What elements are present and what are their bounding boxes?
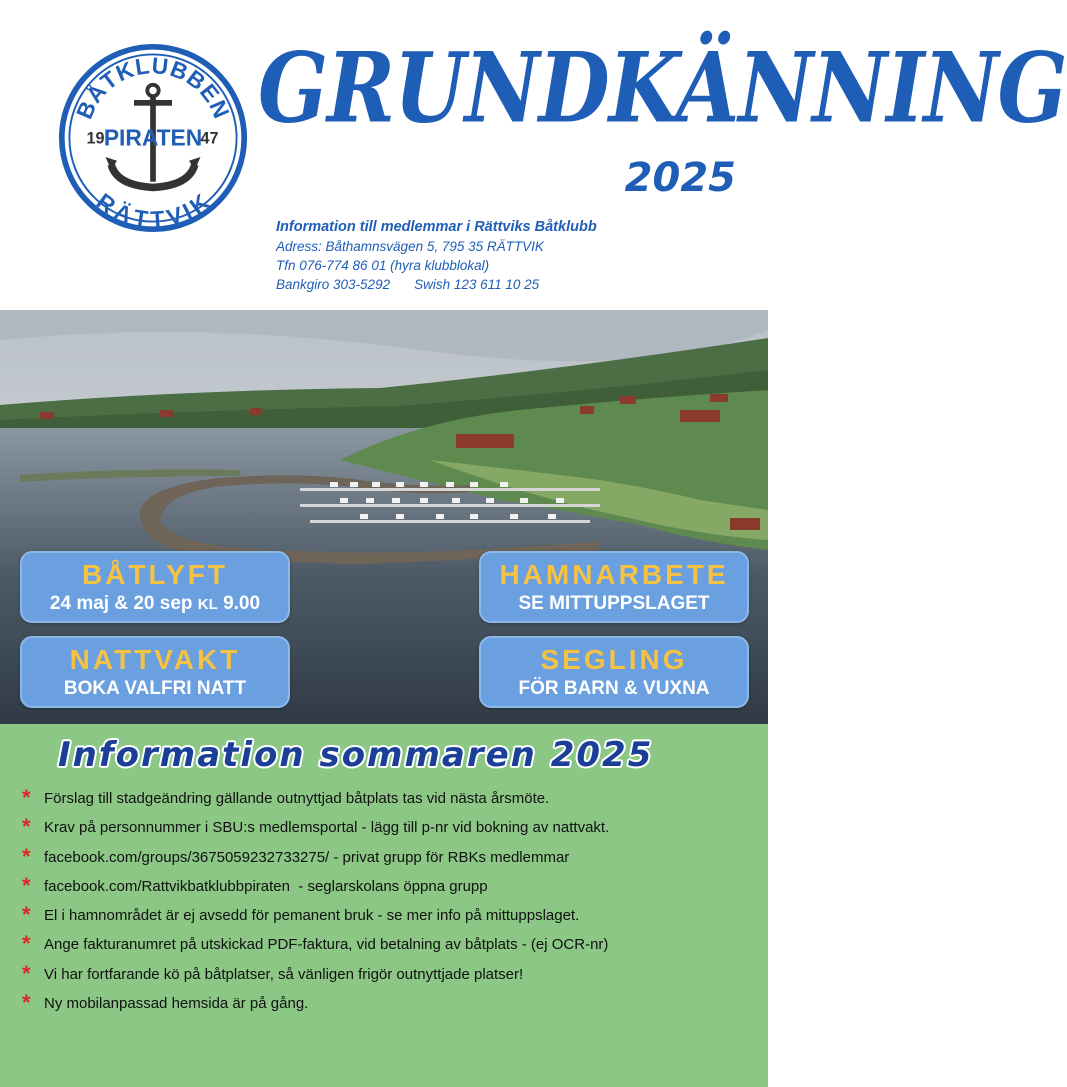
- hamnarbete-title: HAMNARBETE: [499, 559, 729, 590]
- list-item: * El i hamnområdet är ej avsedd för pemanent bruk - se mer info på mittuppslaget.: [22, 902, 580, 928]
- club-info: [276, 218, 597, 294]
- logo-bottom-text: RÄTTVIK: [91, 187, 215, 233]
- hamnarbete-subtitle: SE MITTUPPSLAGET: [518, 593, 710, 614]
- info-section: [0, 724, 768, 1087]
- segling-badge: [479, 636, 749, 708]
- logo-top-text: BÅTKLUBBEN: [70, 51, 236, 123]
- list-item: * Krav på personnummer i SBU:s medlemsportal - lägg till p-nr vid bokning av nattvakt.: [22, 814, 610, 840]
- info-payment: [276, 275, 597, 294]
- logo-center-text: PIRATEN: [103, 124, 203, 151]
- page-title: GRUNDKÄNNING: [258, 31, 1067, 146]
- info-swish: Swish 123 611 10 25: [414, 277, 540, 292]
- asterisk-icon: *: [22, 843, 31, 869]
- list-item: * Ange fakturanumret på utskickad PDF-faktura, vid betalning av båtplats - (ej OCR-nr): [22, 931, 609, 957]
- info-bankgiro: Bankgiro 303-5292: [276, 277, 391, 292]
- logo-year-right: 47: [200, 129, 219, 148]
- header: [0, 0, 1067, 310]
- batlyft-badge: [20, 551, 290, 623]
- asterisk-icon: *: [22, 872, 31, 898]
- batlyft-dates: 24 maj & 20 sep KL 9.00: [49, 593, 261, 614]
- list-item: [22, 872, 609, 907]
- asterisk-icon: *: [22, 960, 31, 986]
- asterisk-icon: *: [22, 990, 31, 1016]
- list-item: * Ny mobilanpassad hemsida är på gång.: [22, 990, 309, 1016]
- info-phone: Tfn 076-774 86 01 (hyra klubblokal): [276, 258, 490, 273]
- asterisk-icon: *: [22, 814, 31, 840]
- facebook-group-link[interactable]: facebook.com/groups/3675059232733275/ - privat grupp för RBKs medlemmar: [44, 848, 570, 866]
- asterisk-icon: *: [22, 902, 31, 928]
- nattvakt-subtitle: BOKA VALFRI NATT: [63, 678, 247, 699]
- logo-year-left: 19: [86, 129, 105, 148]
- batlyft-title: BÅTLYFT: [82, 559, 228, 590]
- info-heading: Information till medlemmar i Rättviks Båtklubb: [276, 219, 597, 235]
- hamnarbete-badge: [479, 551, 749, 623]
- list-item: [22, 843, 609, 878]
- section-title: Information sommaren 2025: [58, 735, 654, 775]
- club-logo: [58, 43, 248, 233]
- info-list: [22, 785, 610, 1024]
- harbor-photo: [0, 310, 768, 724]
- info-address: Adress: Båthamnsvägen 5, 795 35 RÄTTVIK: [276, 239, 544, 254]
- facebook-page-link[interactable]: facebook.com/Rattvikbatklubbpiraten - seglarskolans öppna grupp: [44, 877, 488, 895]
- list-item: * Vi har fortfarande kö på båtplatser, så vänligen frigör outnyttjade platser!: [22, 960, 524, 986]
- nattvakt-title: NATTVAKT: [69, 644, 241, 675]
- asterisk-icon: *: [22, 785, 31, 810]
- segling-subtitle: FÖR BARN & VUXNA: [518, 678, 710, 699]
- segling-title: SEGLING: [540, 644, 688, 675]
- asterisk-icon: *: [22, 931, 31, 957]
- list-item: * Förslag till stadgeändring gällande outnyttjad båtplats tas vid nästa årsmöte.: [22, 785, 550, 810]
- nattvakt-badge: [20, 636, 290, 708]
- page-year: 2025: [624, 155, 736, 201]
